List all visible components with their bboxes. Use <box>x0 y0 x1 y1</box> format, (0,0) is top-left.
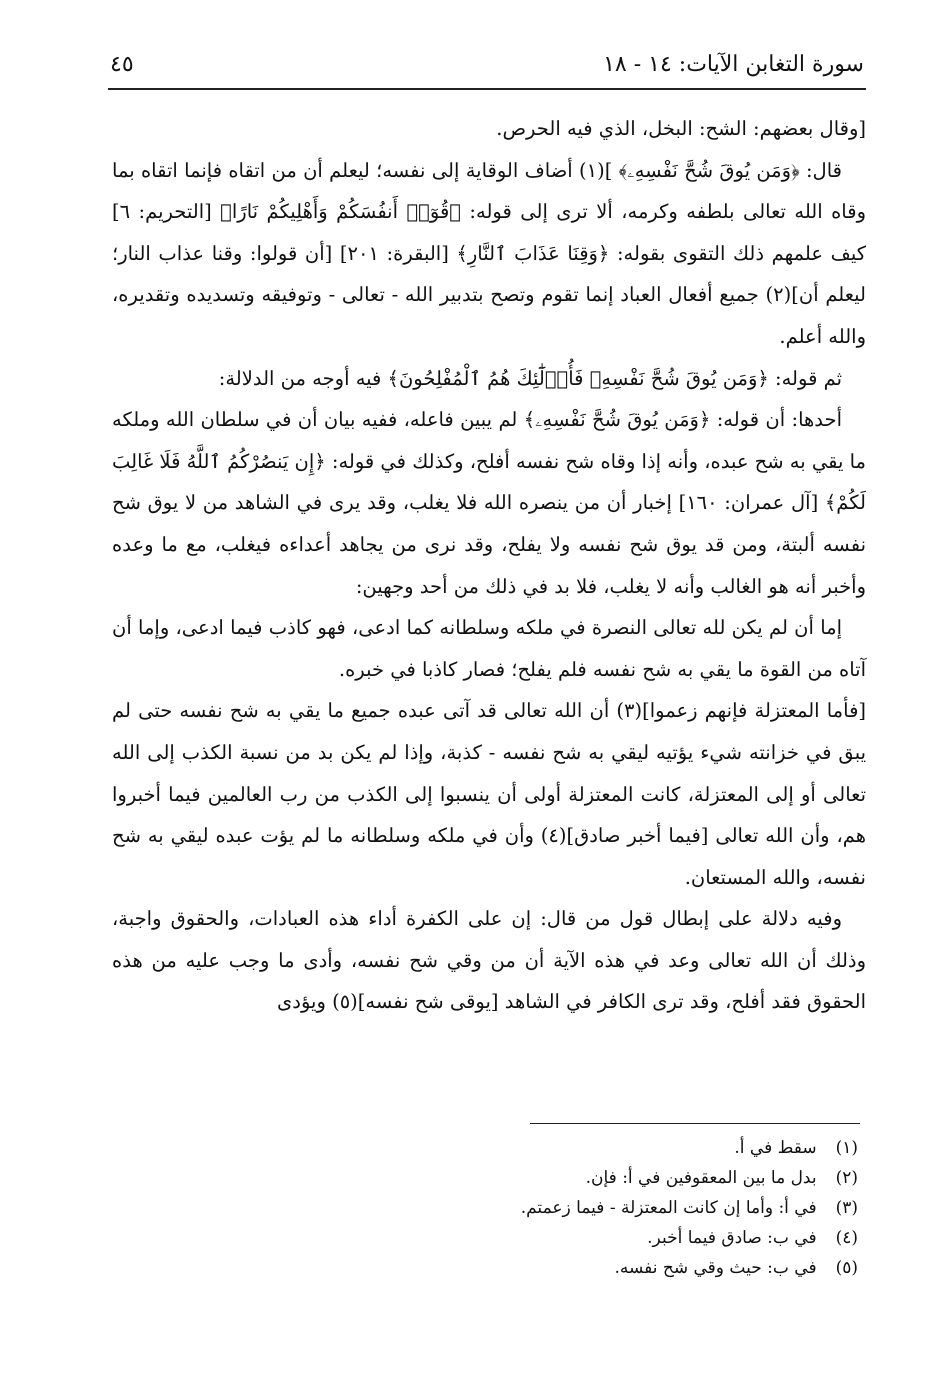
footnote <box>358 1253 858 1283</box>
paragraph: إما أن لم يكن لله تعالى النصرة في ملكه وسلطانه كما ادعى، فهو كاذب فيما ادعى، وإما أن آتاه من القوة ما يقي به شح نفسه فلم يفلح؛ فصار كاذبا في خبره. <box>112 616 866 681</box>
footnote-number: (٥) <box>835 1258 858 1278</box>
footnote-text: سقط في أ. <box>734 1138 817 1158</box>
footnote-text: في أ: وأما إن كانت المعتزلة - فيما زعمتم. <box>520 1198 817 1218</box>
page-header <box>110 44 864 84</box>
footnote-number: (٤) <box>835 1228 858 1248</box>
footnote-text: بدل ما بين المعقوفين في أ: فإن. <box>585 1168 817 1188</box>
footnote-text: في ب: صادق فيما أخبر. <box>647 1228 817 1248</box>
paragraph: [وقال بعضهم: الشح: البخل، الذي فيه الحرص. <box>496 117 866 140</box>
footnote <box>358 1223 858 1253</box>
paragraph: أحدها: أن قوله: ﴿وَمَن يُوقَ شُحَّ نَفْسِهِۦ﴾ لم يبين فاعله، ففيه بيان أن في سلطان الله وملكه ما يقي به شح عبده، وأنه إذا وقاه شح نفسه أفلح، وكذلك في قوله: ﴿إِن يَنصُرْكُمُ ٱللَّهُ فَلَا غَالِبَ لَكُمْ﴾ [آل عمران: ١٦٠] إخبار أن من ينصره الله فلا يغلب، وقد يرى في الشاهد من لا يوق شح نفسه ألبتة، ومن قد يوق شح نفسه ولا يفلح، وقد نرى من يجاهد أعداءه فيغلب، مع ما وعده وأخبر أنه هو الغالب وأنه لا يغلب، فلا بد في ذلك من أحد وجهين: <box>112 408 866 598</box>
paragraph: قال: ﴿وَمَن يُوقَ شُحَّ نَفْسِهِۦ﴾ ](١) أضاف الوقاية إلى نفسه؛ ليعلم أن من اتقاه فإنما اتقاه بما وقاه الله تعالى بلطفه وكرمه، ألا ترى إلى قوله: ﴿قُوٓا۟ أَنفُسَكُمْ وَأَهْلِيكُمْ نَارًا﴾ [التحريم: ٦] كيف علمهم ذلك التقوى بقوله: ﴿وَقِنَا عَذَابَ ٱلنَّارِ﴾ [البقرة: ٢٠١] [أن قولوا: وقنا عذاب النار؛ ليعلم أن](٢) جميع أفعال العباد إنما تقوم وتصح بتدبير الله - تعالى - وتوفيقه وتسديده وتقديره، والله أعلم. <box>112 158 866 348</box>
paragraph: [فأما المعتزلة فإنهم زعموا](٣) أن الله تعالى قد آتى عبده جميع ما يقي به شح نفسه حتى لم يبق في خزانته شيء يؤتيه ليقي به شح نفسه - كذبة، وإذا لم يكن بد من نسبة الكذب إلى الله تعالى أو إلى المعتزلة، كانت المعتزلة أولى أن ينسبوا إلى الكذب من رب العالمين فيما أخبروا هم، وأن الله تعالى [فيما أخبر صادق](٤) وأن في ملكه وسلطانه ما لم يؤت عبده ليقي به شح نفسه، والله المستعان. <box>112 699 867 889</box>
paragraph: ثم قوله: ﴿وَمَن يُوقَ شُحَّ نَفْسِهِۦ فَأُو۟لَٰٓئِكَ هُمُ ٱلْمُفْلِحُونَ﴾ فيه أوجه من الدلالة: <box>218 366 842 390</box>
footnote <box>358 1193 858 1223</box>
footnote <box>358 1133 858 1163</box>
footnote-divider <box>530 1123 860 1124</box>
page-number: ٤٥ <box>110 51 134 77</box>
paragraph: وفيه دلالة على إبطال قول من قال: إن على الكفرة أداء هذه العبادات، والحقوق واجبة، وذلك أن الله تعالى وعد في هذه الآية أن من وقي شح نفسه، وأدى ما وجب عليه من هذه الحقوق فقد أفلح، وقد ترى الكافر في الشاهد [يوقى شح نفسه](٥) ويؤدى <box>112 907 866 1014</box>
header-divider <box>108 88 866 90</box>
footnote-number: (٣) <box>835 1198 858 1218</box>
footnote <box>358 1163 858 1193</box>
footnote-number: (١) <box>835 1138 858 1158</box>
main-text <box>112 108 866 1023</box>
running-title: سورة التغابن الآيات: ١٤ - ١٨ <box>603 51 864 77</box>
footnotes <box>358 1133 858 1283</box>
footnote-number: (٢) <box>835 1168 858 1188</box>
footnote-text: في ب: حيث وقي شح نفسه. <box>614 1258 817 1278</box>
